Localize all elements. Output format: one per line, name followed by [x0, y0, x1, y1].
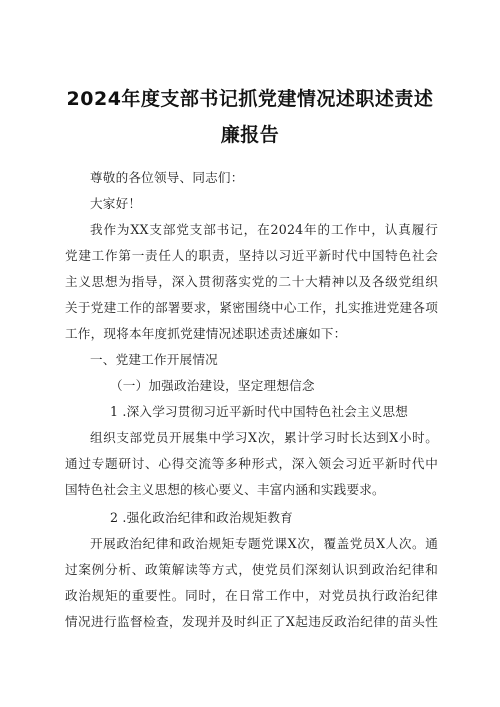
document-title-line-2: 廉报告 [220, 124, 280, 146]
item-body-line: 组织支部党员开展集中学习X次，累计学习时长达到X小时。 [90, 430, 438, 445]
hello-line: 大家好！ [90, 196, 142, 211]
item-body-line: 通过专题研讨、心得交流等多种形式，深入领会习近平新时代中 [65, 456, 438, 471]
document-title-line-1: 2024年度支部书记抓党建情况述职述责述 [66, 88, 434, 110]
item-heading: 1 .深入学习贯彻习近平新时代中国特色社会主义思想 [110, 404, 409, 419]
subsection-heading: （一）加强政治建设，坚定理想信念 [110, 378, 315, 393]
intro-line: 工作，现将本年度抓党建情况述职述责述廉如下： [65, 326, 347, 341]
item-body-line: 国特色社会主义思想的核心要义、丰富内涵和实践要求。 [65, 482, 385, 497]
item-heading: 2 .强化政治纪律和政治规矩教育 [110, 510, 293, 525]
intro-line: 关于党建工作的部署要求，紧密围绕中心工作，扎实推进党建各项 [65, 300, 438, 315]
greeting: 尊敬的各位领导、同志们： [90, 170, 244, 185]
item-body-line: 过案例分析、政策解读等方式，使党员们深刻认识到政治纪律和 [65, 562, 438, 577]
intro-line: 我作为XX支部党支部书记，在2024年的工作中，认真履行 [90, 222, 438, 237]
section-heading: 一、党建工作开展情况 [90, 352, 218, 367]
item-body-line: 政治规矩的重要性。同时，在日常工作中，对党员执行政治纪律 [65, 588, 438, 603]
item-body-line: 开展政治纪律和政治规矩专题党课X次，覆盖党员X人次。通 [90, 536, 438, 551]
intro-line: 党建工作第一责任人的职责，坚持以习近平新时代中国特色社会 [65, 248, 438, 263]
intro-line: 主义思想为指导，深入贯彻落实党的二十大精神以及各级党组织 [65, 274, 438, 289]
item-body-line: 情况进行监督检查，发现并及时纠正了X起违反政治纪律的苗头性 [65, 614, 438, 629]
